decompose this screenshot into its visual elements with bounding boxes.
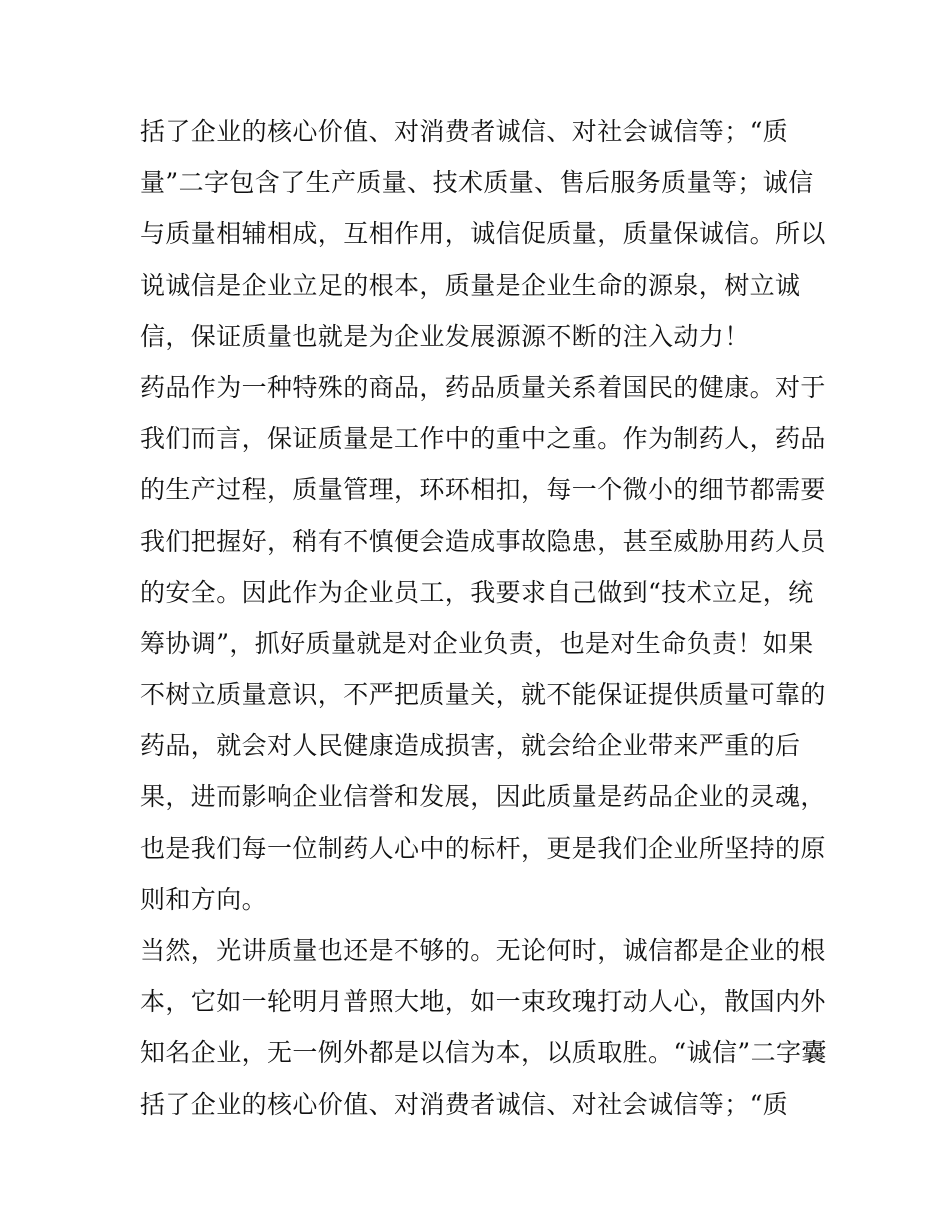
text-line: 与质量相辅相成，互相作用，诚信促质量，质量保诚信。所以 xyxy=(140,219,826,249)
text-line: 的生产过程，质量管理，环环相扣，每一个微小的细节都需要 xyxy=(140,475,826,505)
text-line: 则和方向。 xyxy=(140,884,268,914)
text-line: 也是我们每一位制药人心中的标杆，更是我们企业所坚持的原 xyxy=(140,833,826,863)
text-line: 我们而言，保证质量是工作中的重中之重。作为制药人，药品 xyxy=(140,424,826,454)
text-line: 知名企业，无一例外都是以信为本，以质取胜。“诚信”二字囊 xyxy=(140,1038,827,1068)
body-text xyxy=(140,106,827,1130)
text-line: 信，保证质量也就是为企业发展源源不断的注入动力！ xyxy=(140,321,750,351)
text-line: 当然，光讲质量也还是不够的。无论何时，诚信都是企业的根 xyxy=(140,936,826,965)
text-line: 量”二字包含了生产质量、技术质量、售后服务质量等；诚信 xyxy=(140,168,814,198)
text-line: 药品作为一种特殊的商品，药品质量关系着国民的健康。对于 xyxy=(140,372,826,402)
text-line: 的安全。因此作为企业员工，我要求自己做到“技术立足，统 xyxy=(140,577,814,607)
text-line: 括了企业的核心价值、对消费者诚信、对社会诚信等；“质 xyxy=(140,1089,789,1119)
text-line: 不树立质量意识，不严把质量关，就不能保证提供质量可靠的 xyxy=(140,680,826,710)
text-line: 说诚信是企业立足的根本，质量是企业生命的源泉，树立诚 xyxy=(140,270,801,300)
text-line: 本，它如一轮明月普照大地，如一束玫瑰打动人心，散国内外 xyxy=(140,987,826,1017)
text-line: 括了企业的核心价值、对消费者诚信、对社会诚信等；“质 xyxy=(140,117,789,146)
text-line: 药品，就会对人民健康造成损害，就会给企业带来严重的后 xyxy=(140,731,801,761)
text-line: 果，进而影响企业信誉和发展，因此质量是药品企业的灵魂， xyxy=(140,782,826,812)
text-line: 我们把握好，稍有不慎便会造成事故隐患，甚至威胁用药人员 xyxy=(140,526,826,556)
text-line: 筹协调”，抓好质量就是对企业负责，也是对生命负责！如果 xyxy=(140,628,814,658)
